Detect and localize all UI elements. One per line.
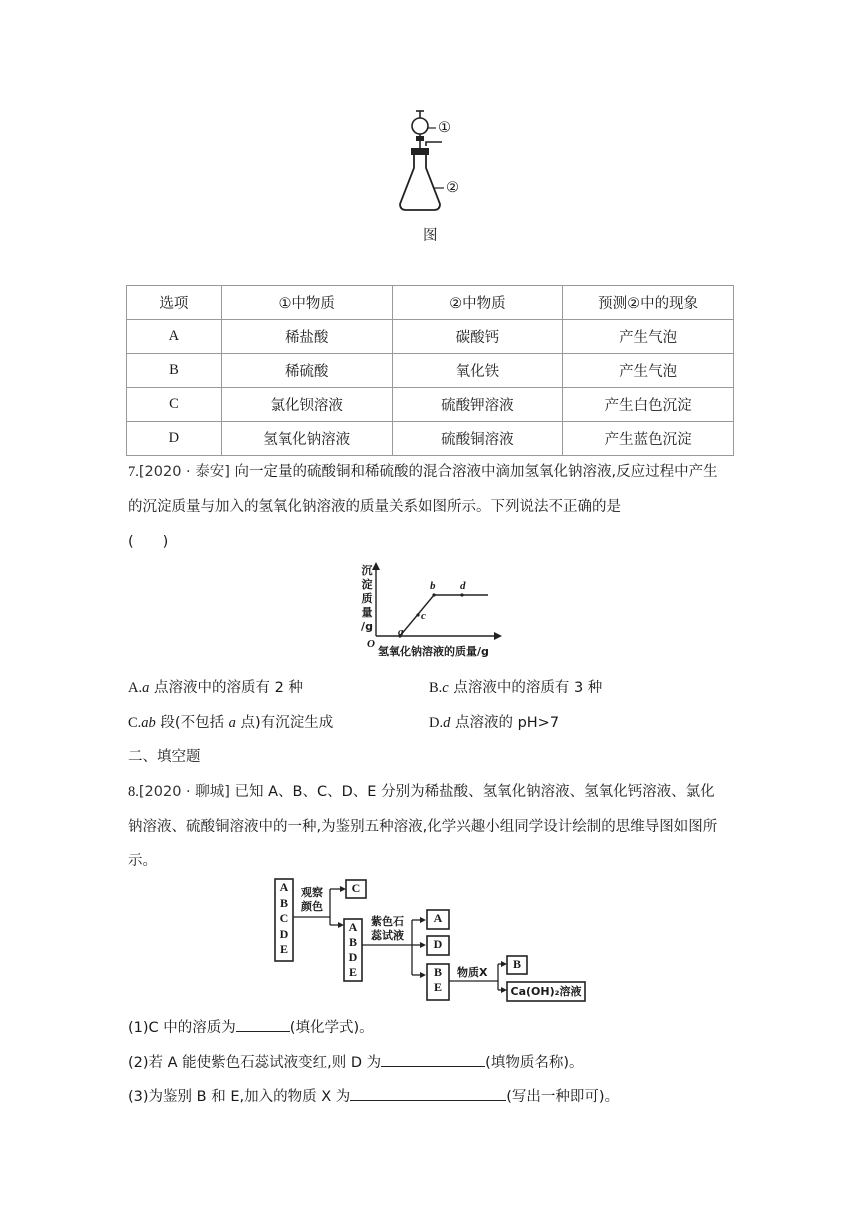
table-cell: 氢氧化钠溶液 bbox=[221, 422, 392, 456]
table-header-cell: ②中物质 bbox=[392, 286, 563, 320]
table-cell: B bbox=[127, 354, 222, 388]
flow-result-b: B bbox=[512, 957, 521, 971]
table-cell: A bbox=[127, 320, 222, 354]
table-header-row bbox=[127, 286, 734, 320]
flow-box-abde bbox=[344, 920, 362, 980]
flow-result-a: A bbox=[433, 911, 443, 925]
sub-question-text: (3)为鉴别 B 和 E,加入的物质 X 为 bbox=[128, 1089, 351, 1105]
flow-step-x: 物质X bbox=[457, 966, 488, 979]
flow-letter: B bbox=[279, 895, 288, 910]
flow-letter: B bbox=[433, 965, 442, 979]
sub-question-text: (写出一种即可)。 bbox=[506, 1089, 620, 1105]
ylabel-char: 沉 bbox=[361, 564, 373, 577]
flow-letter: E bbox=[279, 942, 288, 956]
ylabel-char: 量 bbox=[361, 606, 373, 619]
figure-caption: 图 bbox=[423, 228, 438, 244]
table-cell: 碳酸钙 bbox=[392, 320, 563, 354]
table-header-cell: 预测②中的现象 bbox=[563, 286, 734, 320]
apparatus-label-2: ② bbox=[446, 180, 459, 196]
q7-chart-ylabel bbox=[360, 564, 374, 634]
option-text: 段(不包括 bbox=[155, 715, 229, 731]
q8-sub1 bbox=[128, 1016, 374, 1038]
table-row bbox=[127, 388, 734, 422]
ylabel-char: 淀 bbox=[361, 578, 373, 591]
flow-letter: E bbox=[433, 980, 442, 994]
q7-point-c: c bbox=[421, 610, 426, 622]
option-text: 点溶液的 pH>7 bbox=[450, 715, 560, 731]
q7-text-1: 向一定量的硫酸铜和稀硫酸的混合溶液中滴加氢氧化钠溶液,反应过程中产生 bbox=[234, 464, 718, 480]
sub-question-text: (1)C 中的溶质为 bbox=[128, 1020, 236, 1036]
flow-step-text: 紫色石 bbox=[371, 915, 404, 928]
apparatus-label-1: ① bbox=[438, 120, 451, 136]
flow-letter: D bbox=[279, 926, 289, 941]
flow-result-c: C bbox=[351, 881, 361, 895]
q7-chart-xlabel: 氢氧化钠溶液的质量/g bbox=[378, 645, 489, 658]
table-cell: 氧化铁 bbox=[392, 354, 563, 388]
flow-letter: B bbox=[348, 935, 357, 949]
q8-sub2 bbox=[128, 1051, 584, 1073]
option-prefix: C. bbox=[128, 715, 142, 731]
flow-step-text: 蕊试液 bbox=[371, 929, 404, 942]
answer-blank[interactable] bbox=[350, 1085, 506, 1101]
q7-line1 bbox=[128, 462, 718, 482]
flow-box-abcde bbox=[275, 880, 293, 958]
table-cell: 产生气泡 bbox=[563, 320, 734, 354]
flow-letter: C bbox=[279, 911, 289, 925]
option-var: d bbox=[443, 715, 451, 731]
option-var: c bbox=[442, 680, 449, 696]
option-prefix: A. bbox=[128, 680, 143, 696]
q7-number: 7. bbox=[128, 464, 139, 480]
q7-text-2: 的沉淀质量与加入的氢氧化钠溶液的质量关系如图所示。下列说法不正确的是 bbox=[128, 499, 621, 515]
table-cell: D bbox=[127, 422, 222, 456]
q7-option-a bbox=[128, 678, 303, 698]
flow-result-d: D bbox=[433, 937, 443, 951]
table-cell: 氯化钡溶液 bbox=[221, 388, 392, 422]
table-cell: 硫酸钾溶液 bbox=[392, 388, 563, 422]
flow-box-be bbox=[427, 965, 449, 995]
table-cell: 产生气泡 bbox=[563, 354, 734, 388]
q8-sub3 bbox=[128, 1085, 619, 1107]
q7-point-b: b bbox=[430, 580, 436, 592]
table-header-cell: ①中物质 bbox=[221, 286, 392, 320]
flow-result-caoh2: Ca(OH)₂溶液 bbox=[510, 985, 582, 998]
table-cell: 稀盐酸 bbox=[221, 320, 392, 354]
flow-letter: D bbox=[348, 950, 358, 964]
flow-step-text: 观察 bbox=[301, 886, 323, 899]
option-prefix: D. bbox=[429, 715, 444, 731]
option-var: a bbox=[228, 715, 236, 731]
flow-letter: A bbox=[279, 880, 289, 894]
sub-question-text: (填物质名称)。 bbox=[485, 1055, 584, 1071]
options-table bbox=[126, 285, 734, 456]
option-text: 点溶液中的溶质有 3 种 bbox=[448, 680, 603, 696]
flow-step-observe bbox=[301, 886, 323, 914]
apparatus-figure bbox=[380, 108, 480, 218]
q8-number: 8. bbox=[128, 784, 139, 800]
sub-question-text: (填化学式)。 bbox=[289, 1020, 374, 1036]
q7-chart-origin: O bbox=[367, 638, 375, 650]
q8-text-3: 示。 bbox=[128, 853, 157, 869]
answer-blank[interactable] bbox=[381, 1051, 485, 1067]
table-row bbox=[127, 354, 734, 388]
q7-point-a: a bbox=[398, 626, 404, 638]
q7-option-c bbox=[128, 713, 333, 733]
q7-option-b bbox=[429, 678, 602, 698]
q7-option-d bbox=[429, 713, 559, 733]
option-prefix: B. bbox=[429, 680, 443, 696]
q8-text-2: 钠溶液、硫酸铜溶液中的一种,为鉴别五种溶液,化学兴趣小组同学设计绘制的思维导图如图所 bbox=[128, 819, 718, 835]
q7-point-d: d bbox=[460, 580, 466, 592]
table-cell: 硫酸铜溶液 bbox=[392, 422, 563, 456]
sub-question-text: (2)若 A 能使紫色石蕊试液变红,则 D 为 bbox=[128, 1055, 382, 1071]
q7-answer-bracket: ( ) bbox=[128, 534, 169, 550]
option-text: 点)有沉淀生成 bbox=[235, 715, 334, 731]
section-title: 二、填空题 bbox=[128, 749, 201, 765]
table-cell: 稀硫酸 bbox=[221, 354, 392, 388]
table-row bbox=[127, 320, 734, 354]
table-cell: 产生蓝色沉淀 bbox=[563, 422, 734, 456]
flow-step-text: 颜色 bbox=[301, 900, 323, 913]
table-row bbox=[127, 422, 734, 456]
flow-step-litmus bbox=[371, 915, 404, 943]
ylabel-char: 质 bbox=[361, 592, 373, 605]
q8-line1 bbox=[128, 782, 715, 802]
flow-letter: A bbox=[348, 920, 358, 934]
table-cell: 产生白色沉淀 bbox=[563, 388, 734, 422]
q7-source: [2020 · 泰安] bbox=[138, 464, 230, 480]
option-var: a bbox=[142, 680, 150, 696]
ylabel-char: /g bbox=[361, 620, 373, 633]
table-header-cell: 选项 bbox=[127, 286, 222, 320]
q8-text-1: 已知 A、B、C、D、E 分别为稀盐酸、氢氧化钠溶液、氢氧化钙溶液、氯化 bbox=[234, 784, 715, 800]
table-cell: C bbox=[127, 388, 222, 422]
answer-blank[interactable] bbox=[236, 1016, 290, 1032]
option-text: 点溶液中的溶质有 2 种 bbox=[149, 680, 303, 696]
flow-letter: E bbox=[348, 965, 357, 979]
option-var: ab bbox=[141, 715, 156, 731]
q8-source: [2020 · 聊城] bbox=[138, 784, 230, 800]
